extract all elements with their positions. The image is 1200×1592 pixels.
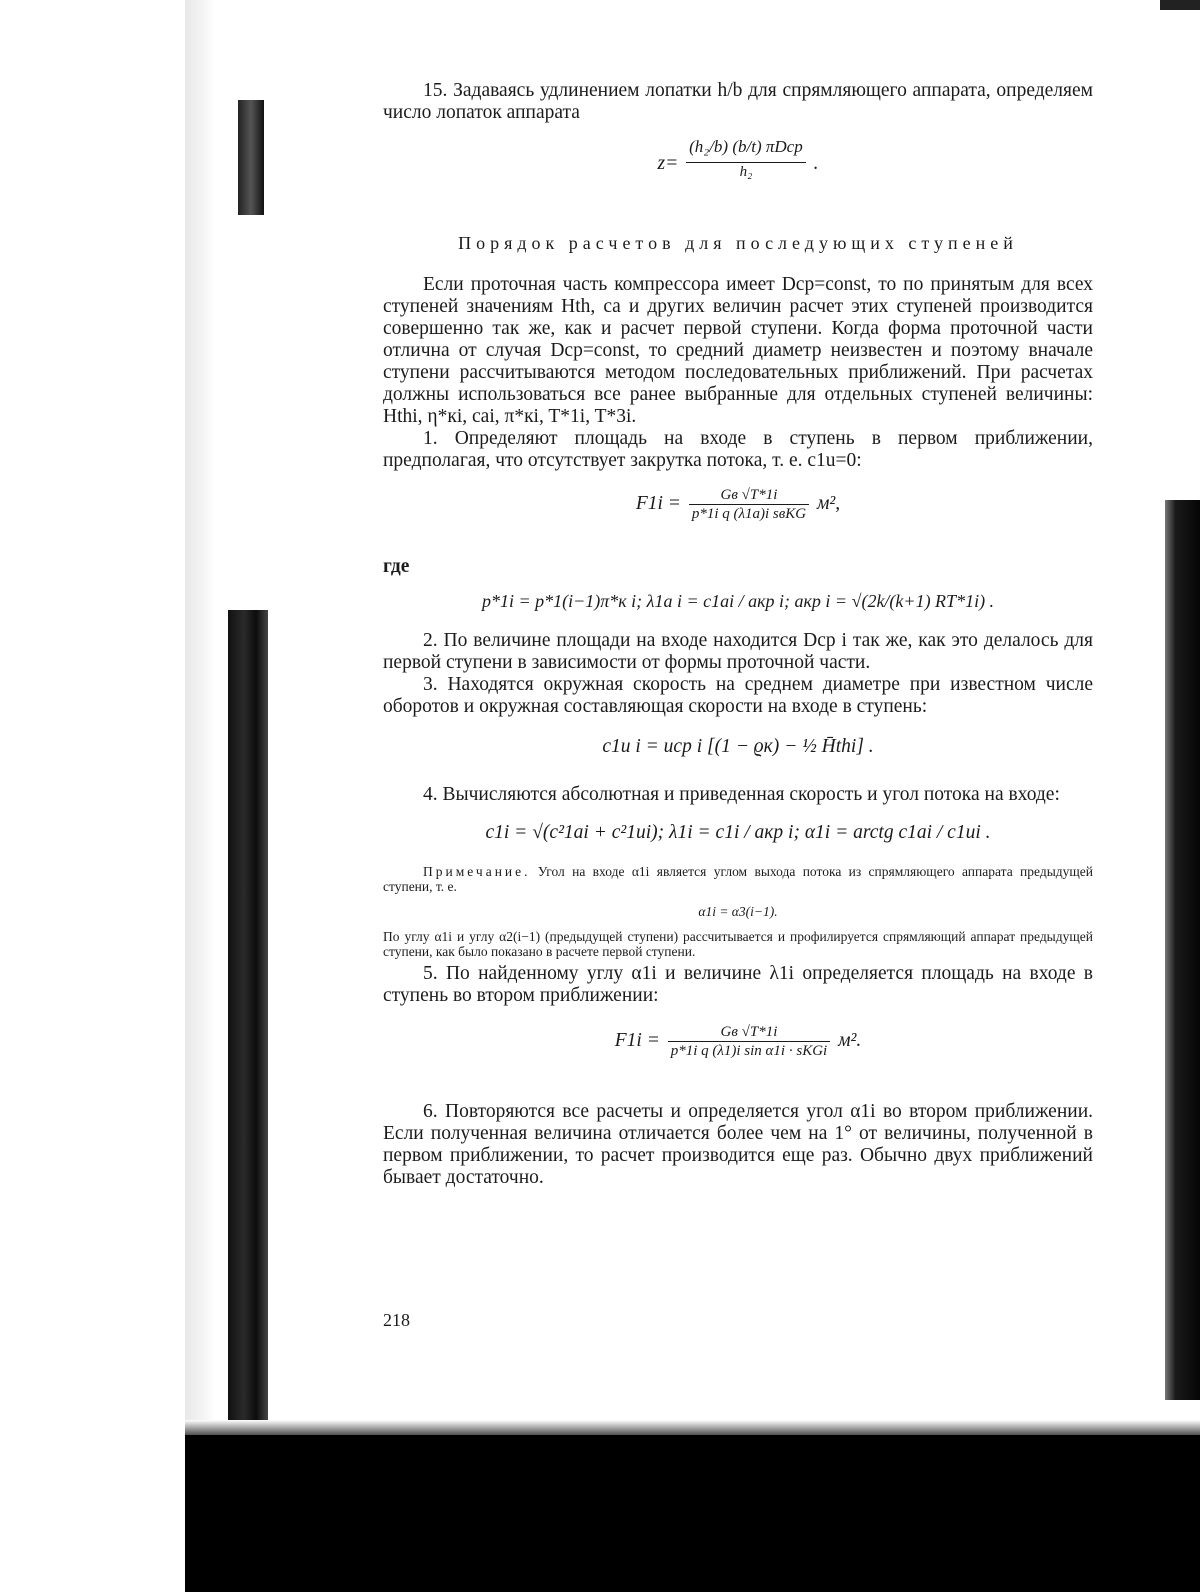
formula-z-lhs: z= xyxy=(657,152,679,174)
step-6: 6. Повторяются все расчеты и определяется угол α1i во втором приближении. Если полученная величина отличается более чем на 1° от величины, полученной в первом приближении, то расчет производится еще раз. Обычно двух приближений бывает достаточно. xyxy=(383,1101,1093,1188)
scan-edge-right xyxy=(1165,500,1200,1400)
section-heading: Порядок расчетов для последующих ступеней xyxy=(458,233,1018,253)
scan-edge-bottom xyxy=(185,1435,1200,1592)
formula-F1-first-fraction xyxy=(689,486,809,523)
formula-F1-second-denominator: p*1i q (λ1)i sin α1i · sKGi xyxy=(670,1043,828,1059)
formula-z-numerator: (h₂/b) (b/t) πDср xyxy=(686,132,806,163)
formula-F1-first-unit: м², xyxy=(816,492,841,514)
formula-F1-first xyxy=(383,486,1093,546)
note-label: Примечание. xyxy=(423,864,531,879)
step-3: 3. Находятся окружная скорость на среднем диаметре при известном числе оборотов и окружная составляющая скорости на входе в ступень: xyxy=(383,674,1093,717)
step-1: 1. Определяют площадь на входе в ступень в первом приближении, предполагая, что отсутствует закрутка потока, т. е. c1u=0: xyxy=(383,428,1093,471)
step-4: 4. Вычисляются абсолютная и приведенная скорость и угол потока на входе: xyxy=(423,784,1060,805)
formula-c1: c1i = √(c²1ai + c²1ui); λ1i = c1i / aкр i; α1i = arctg c1ai / c1ui . xyxy=(485,822,991,843)
scan-edge-top-right xyxy=(1160,0,1200,10)
formula-F1-first-numerator: Gв √T*1i xyxy=(689,486,809,505)
step-2: 2. По величине площади на входе находится Dср i так же, как это делалось для первой ступени в зависимости от формы проточной части. xyxy=(383,630,1093,673)
step-5: 5. По найденному углу α1i и величине λ1i определяется площадь на входе в ступень во втором приближении: xyxy=(383,963,1093,1006)
formula-z-fraction xyxy=(686,132,806,181)
formula-F1-first-denominator: p*1i q (λ1a)i sвKG xyxy=(691,506,807,522)
paragraph-15: 15. Задаваясь удлинением лопатки h/b для спрямляющего аппарата, определяем число лопаток аппарата xyxy=(383,80,1093,123)
formula-F1-second-numerator: Gв √T*1i xyxy=(668,1023,830,1042)
formula-F1-second xyxy=(383,1023,1093,1083)
page-body xyxy=(383,80,1093,1189)
scan-binding-mark-top xyxy=(238,100,264,215)
formula-F1-second-unit: м². xyxy=(838,1029,862,1051)
scan-binding-mark xyxy=(228,610,268,1420)
where-label: где xyxy=(383,556,410,577)
formula-F1-second-fraction xyxy=(668,1023,830,1060)
formula-z-denominator: h₂ xyxy=(739,164,753,180)
page-number: 218 xyxy=(383,1310,410,1330)
formula-F1-second-lhs: F1i = xyxy=(614,1029,660,1051)
note-text-2: По углу α1i и углу α2(i−1) (предыдущей ступени) рассчитывается и профилируется спрямляющий аппарат предыдущей ступени, как было показано в расчете первой ступени. xyxy=(383,929,1093,959)
note-paragraph xyxy=(383,864,1093,894)
formula-c1u: c1u i = uср i [(1 − ϱк) − ½ H̄thi] . xyxy=(602,736,874,757)
note-formula: α1i = α3(i−1). xyxy=(698,904,778,919)
formula-z: z= $\frac{\text{(h₂/b) (b/t) πDср}}{\text{h₂}}$ . xyxy=(383,132,1093,202)
note-text: Угол на входе α1i является углом выхода потока из спрямляющего аппарата предыдущей ступени, т. е. xyxy=(383,864,1093,894)
formula-F1-first-lhs: F1i = xyxy=(635,492,681,514)
formula-where: p*1i = p*1(i−1)π*к i; λ1a i = c1ai / aкр i; aкр i = √(2k/(k+1) RT*1i) . xyxy=(481,591,995,611)
intro-paragraph: Если проточная часть компрессора имеет Dср=const, то по принятым для всех ступеней значениям Hth, ca и других величин расчет этих ступеней производится совершенно так же, как и расчет первой ступени. Когда форма проточной части отлична от случая Dср=const, то средний диаметр неизвестен и поэтому вначале ступени рассчитываются методом последовательных приближений. При расчетах должны использоваться все ранее выбранные для отдельных ступеней величины: Hthi, η*кi, cai, π*кi, T*1i, T*3i. xyxy=(383,274,1093,427)
